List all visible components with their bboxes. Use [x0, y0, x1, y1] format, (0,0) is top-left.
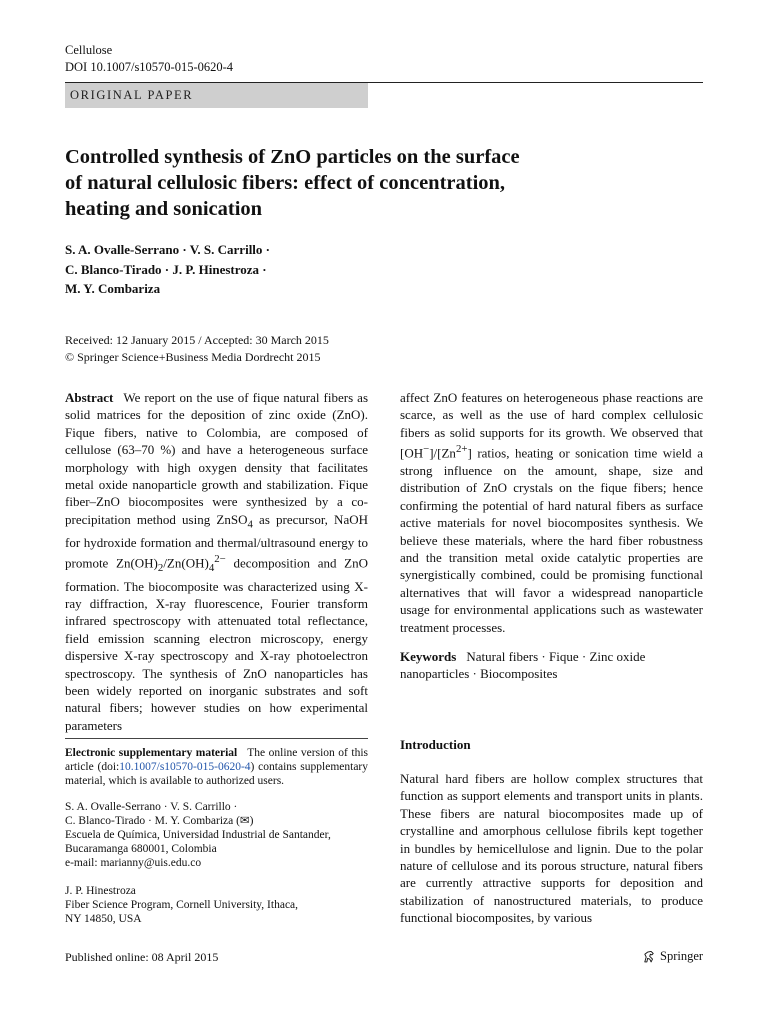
publisher-name: Springer: [660, 949, 704, 963]
footnote-rule: [65, 738, 368, 739]
publication-dates: [65, 332, 329, 365]
keywords-text: Natural fibers · Fique · Zinc oxide nanoparticles · Biocomposites: [400, 649, 646, 682]
keywords: [400, 648, 703, 683]
introduction-text: Natural hard fibers are hollow complex structures that function as support elements and transport units in plants. These fibers are natural biocomposites made up of crystalline and amorphous cellulose fibrils kept together in bundles by hemicellulose and lignin. Due to the polar nature of cellulose and its porous structure, natural fibers are currently attractive supports for deposition and stabilization of nanostructured materials, to produce functional biocomposites, by various: [400, 771, 703, 926]
journal-name: Cellulose: [65, 43, 113, 57]
affiliation-cornell: J. P. Hinestroza Fiber Science Program, Cornell University, Ithaca, NY 14850, USA: [65, 885, 299, 925]
paper-title: Controlled synthesis of ZnO particles on the surface of natural cellulosic fibers: effect of concentration, heating and sonication: [65, 146, 520, 220]
contact-email[interactable]: e-mail: marianny@uis.edu.co: [65, 857, 202, 869]
abstract-right: affect ZnO features on heterogeneous phase reactions are scarce, as well as the use of hard complex cellulosic fibers as solid supports for its growth. We observed that $[OH^-]/[Zn^{2+}]$ ratios, heating or sonication time wield a strong influence on the amount, shape, size and distribution of ZnO crystals on the fique fibers; hence confirming the potential of hard natural fibers as surface active materials for novel biocomposites synthesis. We believe these materials, where the hard fiber robustness and the transition metal oxide catalytic properties are synergistically combined, could be promising functional alternatives that will favor a widespread nanoparticle usage for environmental applications such as wastewater treatment processes.: [400, 390, 703, 635]
publisher-logo: [642, 949, 703, 964]
supplementary-note: Electronic supplementary material The online version of this article (doi:10.1007/s10570-015-0620-4) contains supplementary material, which is available to authorized users.: [65, 747, 368, 787]
published-online: Published online: 08 April 2015: [65, 950, 219, 964]
section-banner: ORIGINAL PAPER: [65, 83, 368, 108]
springer-horse-icon: [642, 950, 656, 964]
author-list: S. A. Ovalle-Serrano · V. S. Carrillo · C. Blanco-Tirado · J. P. Hinestroza · M. Y. Combariza: [65, 242, 270, 296]
doi-link[interactable]: 10.1007/s10570-015-0620-4: [119, 761, 251, 773]
abstract-left: Abstract We report on the use of fique natural fibers as solid matrices for the deposition of zinc oxide (ZnO). Fique fibers, native to Colombia, are composed of cellulose (63–70 %) and have a heterogeneous surface morphology with high oxygen density that facilitates metal oxide nanoparticle growth and stabilization. Fique fiber–ZnO biocomposites were synthesized by a co-precipitation method using ZnSO$_4$ as precursor, NaOH for hydroxide formation and thermal/ultrasound energy to promote $Zn(OH)_2/Zn(OH)_4^{2-}$ decomposition and ZnO formation. The biocomposite was characterized using X-ray diffraction, X-ray fluorescence, Fourier transform infrared spectroscopy with attenuated total reflectance, field emission scanning electron microscopy, energy dispersive X-ray spectroscopy and X-ray photoelectron spectroscopy. The synthesis of ZnO nanoparticles has been widely reported on inorganic substrates and soft natural fibers; however studies on how experimental parameters: [65, 390, 368, 733]
journal-header: [65, 42, 233, 76]
affiliation-uis: S. A. Ovalle-Serrano · V. S. Carrillo · C. Blanco-Tirado · M. Y. Combariza (✉) Escuela de Química, Universidad Industrial de Santander, Bucaramanga 680001, Colombia e-mail: marianny@uis.edu.co: [65, 801, 331, 869]
abstract-label: Abstract: [65, 390, 114, 405]
received-accepted: Received: 12 January 2015 / Accepted: 30 March 2015: [65, 333, 329, 347]
copyright: © Springer Science+Business Media Dordrecht 2015: [65, 349, 321, 364]
keywords-label: Keywords: [400, 649, 457, 664]
introduction-heading: Introduction: [400, 737, 471, 752]
doi: DOI 10.1007/s10570-015-0620-4: [65, 60, 234, 74]
